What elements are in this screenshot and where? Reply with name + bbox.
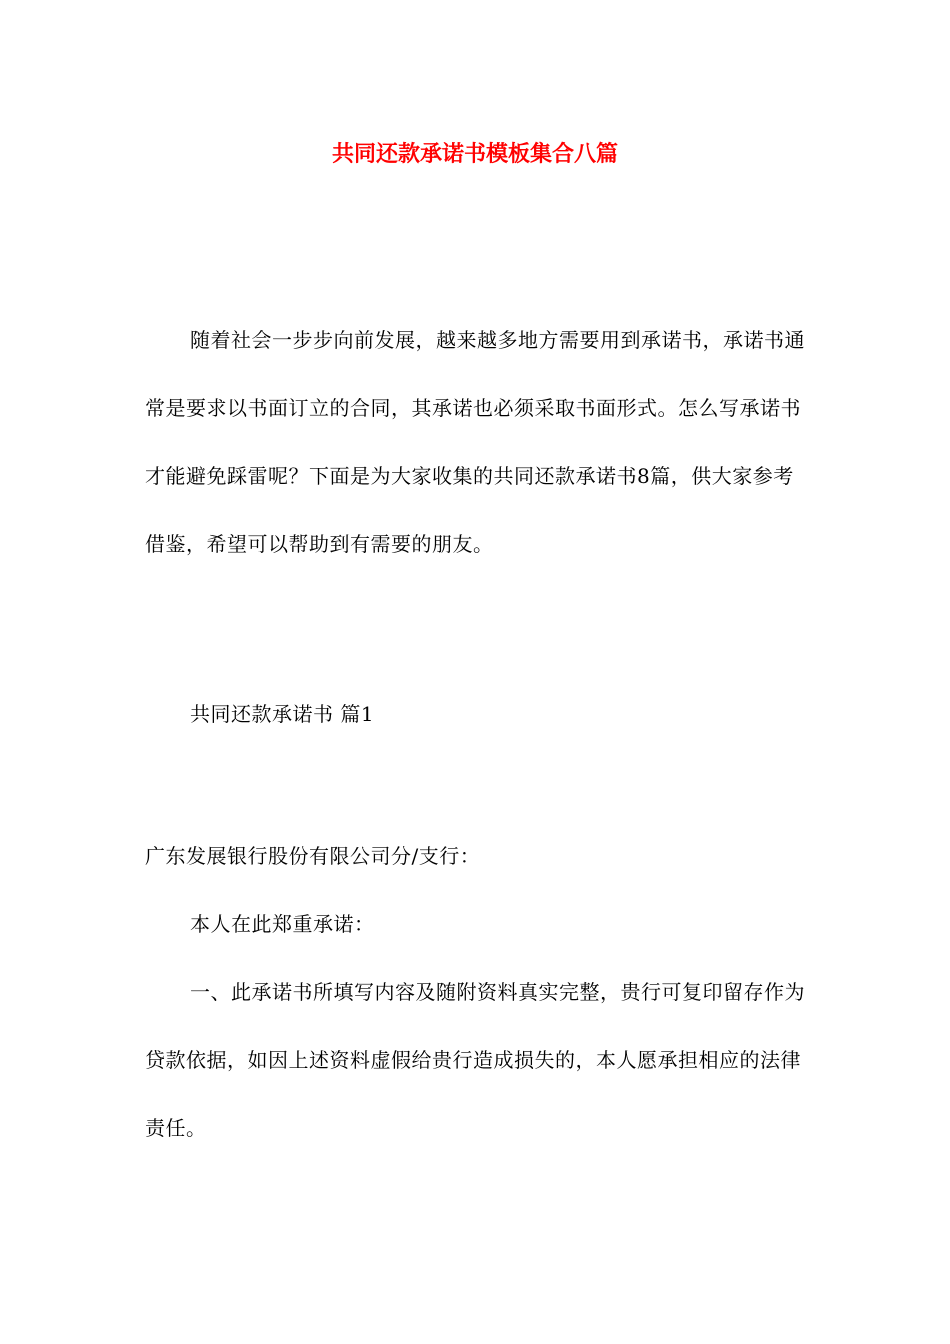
promise-line: 本人在此郑重承诺： [190,912,375,936]
section-heading: 共同还款承诺书 篇1 [190,702,375,726]
document-title: 共同还款承诺书模板集合八篇 [331,141,618,167]
intro-paragraph: 随着社会一步步向前发展，越来越多地方需要用到承诺书，承诺书通常是要求以书面订立的合同，其承诺也必须采取书面形式。怎么写承诺书才能避免踩雷呢？下面是为大家收集的共同还款承诺书8篇，供大家参考借鉴，希望可以帮助到有需要的朋友。 [145,328,805,556]
addressee-line: 广东发展银行股份有限公司分/支行： [145,844,481,868]
promise-item-1: 一、此承诺书所填写内容及随附资料真实完整，贵行可复印留存作为贷款依据，如因上述资料虚假给贵行造成损失的，本人愿承担相应的法律责任。 [145,980,805,1140]
